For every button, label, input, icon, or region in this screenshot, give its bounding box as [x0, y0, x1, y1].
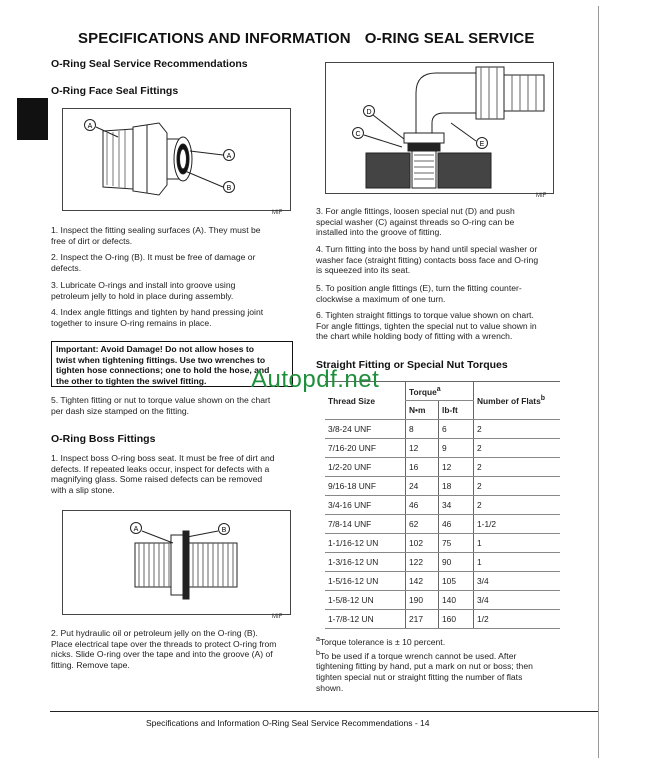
page-title-right: O-RING SEAL SERVICE [364, 30, 535, 47]
page-title [78, 30, 548, 47]
cell-nm: 24 [406, 477, 439, 496]
cell-flats: 2 [474, 439, 561, 458]
torque-table [325, 381, 560, 629]
cell-thread-size: 1-3/16-12 UN [325, 553, 406, 572]
callout-a-2: A [226, 153, 232, 160]
cell-nm: 16 [406, 458, 439, 477]
cell-thread-size: 7/16-20 UNF [325, 439, 406, 458]
boss-fitting-figure [62, 510, 291, 615]
callout-b: B [226, 185, 232, 192]
cell-lbft: 34 [439, 496, 474, 515]
section-heading: O-Ring Seal Service Recommendations [51, 58, 248, 70]
cell-thread-size: 1-7/8-12 UN [325, 610, 406, 629]
figure-3-code: MIF [536, 193, 547, 199]
cell-lbft: 12 [439, 458, 474, 477]
callout-d: D [366, 109, 372, 116]
angle-step-5: 5. To position angle fittings (E), turn the fitting counter- clockwise a maximum of one turn. [316, 283, 522, 304]
torque-table-heading: Straight Fitting or Special Nut Torques [316, 359, 508, 371]
cell-flats: 1-1/2 [474, 515, 561, 534]
figure-1-code: MIF [272, 210, 283, 216]
col-flats-label: Number of Flats [477, 395, 541, 406]
cell-thread-size: 1-5/8-12 UN [325, 591, 406, 610]
footnote-a-sup: a [316, 635, 320, 643]
col-flats [474, 382, 561, 420]
callout-c: C [355, 131, 361, 138]
footnote-b-text: To be used if a torque wrench cannot be used. After tightening fitting by hand, put a mark on nut or boss; then tighten special nut or straight fitting the number of flats shown. [316, 650, 533, 693]
angle-step-6: 6. Tighten straight fittings to torque value shown on chart. For angle fittings, tighten the special nut to value shown in the chart while holding body of fitting with a wrench. [316, 310, 537, 342]
face-seal-step-2: 2. Inspect the O-ring (B). It must be free of damage or defects. [51, 252, 256, 273]
cell-flats: 1 [474, 534, 561, 553]
cell-lbft: 75 [439, 534, 474, 553]
table-row [325, 420, 560, 439]
watermark: Autopdf.net [251, 366, 380, 393]
angle-step-3: 3. For angle fittings, loosen special nut (D) and push special washer (C) against threads so O-ring can be installed into the groove of fitting. [316, 206, 515, 238]
face-seal-step-4: 4. Index angle fittings and tighten by hand pressing joint together to insure O-ring remains in place. [51, 307, 264, 328]
table-row [325, 572, 560, 591]
cell-flats: 3/4 [474, 591, 561, 610]
angle-fitting-figure [325, 62, 554, 194]
footnote-a [316, 634, 566, 647]
cell-nm: 12 [406, 439, 439, 458]
table-row [325, 458, 560, 477]
table-row [325, 553, 560, 572]
cell-thread-size: 1-1/16-12 UN [325, 534, 406, 553]
cell-nm: 190 [406, 591, 439, 610]
face-seal-step-1: 1. Inspect the fitting sealing surfaces (A). They must be free of dirt or defects. [51, 225, 261, 246]
cell-lbft: 160 [439, 610, 474, 629]
callout-a: A [87, 123, 93, 130]
col-torque-label: Torque [409, 386, 437, 397]
cell-nm: 102 [406, 534, 439, 553]
col-lbft: lb-ft [439, 401, 474, 420]
cell-lbft: 140 [439, 591, 474, 610]
angle-step-4: 4. Turn fitting into the boss by hand until special washer or washer face (straight fitting) contacts boss face and O-ring is squeezed into its seat. [316, 244, 539, 276]
section-tab-marker [17, 98, 48, 140]
boss-step-2: 2. Put hydraulic oil or petroleum jelly on the O-ring (B). Place electrical tape over the threads to protect O-ring from nicks. Slide O-ring over the tape and into the groove (A) of fitting. Remove tape. [51, 628, 277, 670]
cell-lbft: 9 [439, 439, 474, 458]
cell-nm: 62 [406, 515, 439, 534]
cell-nm: 217 [406, 610, 439, 629]
cell-nm: 142 [406, 572, 439, 591]
table-row [325, 591, 560, 610]
callout-e: E [479, 141, 485, 148]
table-row [325, 534, 560, 553]
face-seal-step-3: 3. Lubricate O-rings and install into groove using petroleum jelly to hold in place during assembly. [51, 280, 236, 301]
footnote-a-text: Torque tolerance is ± 10 percent. [319, 636, 446, 647]
cell-flats: 1 [474, 553, 561, 572]
callout-b: B [221, 527, 227, 534]
cell-flats: 2 [474, 420, 561, 439]
boss-fittings-heading: O-Ring Boss Fittings [51, 433, 156, 445]
cell-thread-size: 3/4-16 UNF [325, 496, 406, 515]
angle-fitting-drawing [326, 63, 553, 193]
page-title-left: SPECIFICATIONS AND INFORMATION [78, 30, 351, 47]
cell-lbft: 46 [439, 515, 474, 534]
torque-table-body [325, 420, 560, 629]
table-row [325, 610, 560, 629]
cell-thread-size: 9/16-18 UNF [325, 477, 406, 496]
cell-lbft: 90 [439, 553, 474, 572]
table-row [325, 477, 560, 496]
footnote-b [316, 648, 566, 693]
cell-thread-size: 1-5/16-12 UN [325, 572, 406, 591]
cell-flats: 3/4 [474, 572, 561, 591]
boss-step-1: 1. Inspect boss O-ring boss seat. It must be free of dirt and defects. If repeated leaks occur, inspect for defects with a magnifying glass. Some raised defects can be removed with a slip stone. [51, 453, 275, 495]
figure-2-code: MIF [272, 614, 283, 620]
cell-lbft: 6 [439, 420, 474, 439]
col-torque [406, 382, 474, 401]
cell-nm: 8 [406, 420, 439, 439]
footnote-b-sup: b [316, 649, 320, 657]
col-flats-sup: b [540, 395, 546, 403]
cell-flats: 2 [474, 458, 561, 477]
cell-nm: 122 [406, 553, 439, 572]
boss-fitting-drawing [63, 511, 290, 614]
cell-nm: 46 [406, 496, 439, 515]
page-footer: Specifications and Information O-Ring Seal Service Recommendations - 14 [146, 718, 430, 728]
cell-thread-size: 1/2-20 UNF [325, 458, 406, 477]
col-torque-sup: a [436, 385, 441, 393]
face-seal-fitting-drawing [63, 109, 290, 210]
cell-flats: 2 [474, 496, 561, 515]
face-seal-heading: O-Ring Face Seal Fittings [51, 85, 179, 97]
face-seal-step-5: 5. Tighten fitting or nut to torque value shown on the chart per dash size stamped on the fitting. [51, 395, 271, 416]
cell-thread-size: 3/8-24 UNF [325, 420, 406, 439]
cell-lbft: 105 [439, 572, 474, 591]
callout-a: A [133, 526, 139, 533]
cell-lbft: 18 [439, 477, 474, 496]
cell-flats: 1/2 [474, 610, 561, 629]
col-thread-size: Thread Size [325, 382, 406, 420]
cell-thread-size: 7/8-14 UNF [325, 515, 406, 534]
table-row [325, 496, 560, 515]
col-nm: N•m [406, 401, 439, 420]
footer-rule [50, 711, 598, 712]
table-row [325, 439, 560, 458]
warning-text: Important: Avoid Damage! Do not allow hoses to twist when tightening fittings. Use two wrenches to tighten hose connections; one to hold the hose, and the other to tighten the swivel fitting. [56, 344, 270, 387]
table-row [325, 515, 560, 534]
cell-flats: 2 [474, 477, 561, 496]
face-seal-fitting-figure [62, 108, 291, 211]
